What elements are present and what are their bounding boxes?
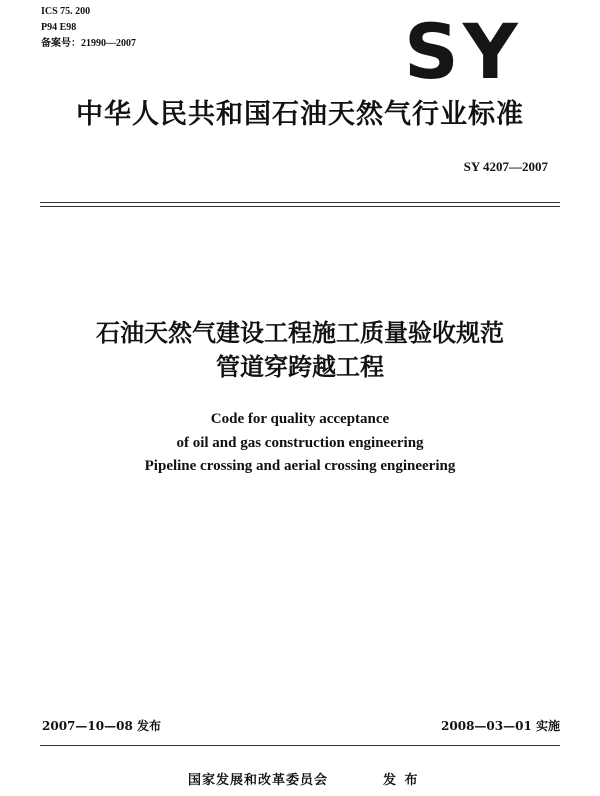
record-number: 备案号：21990—2007 [41, 38, 136, 49]
english-title-line-3: Pipeline crossing and aerial crossing engineering [144, 458, 456, 474]
ics-code: ICS 75. 200 [41, 6, 91, 17]
chinese-title-line-1: 石油天然气建设工程施工质量验收规范 [96, 319, 504, 347]
english-title-line-1: Code for quality acceptance [210, 411, 390, 427]
national-standard-title: 中华人民共和国石油天然气行业标准 [76, 99, 524, 130]
top-rule [40, 202, 560, 203]
publish-word: 发 布 [383, 773, 420, 788]
bottom-rule [40, 745, 560, 746]
issue-date: 2007—10—08 发布 [42, 719, 161, 733]
publisher: 国家发展和改革委员会 [188, 773, 329, 788]
standard-number: SY 4207—2007 [463, 159, 548, 174]
chinese-title-line-2: 管道穿跨越工程 [216, 353, 384, 381]
ccs-code: P94 E98 [41, 22, 77, 33]
english-title-line-2: of oil and gas construction engineering [176, 435, 424, 451]
sy-logo: SY [404, 7, 522, 96]
top-rule-secondary [40, 206, 560, 207]
implementation-date: 2008—03—01 实施 [441, 719, 560, 733]
